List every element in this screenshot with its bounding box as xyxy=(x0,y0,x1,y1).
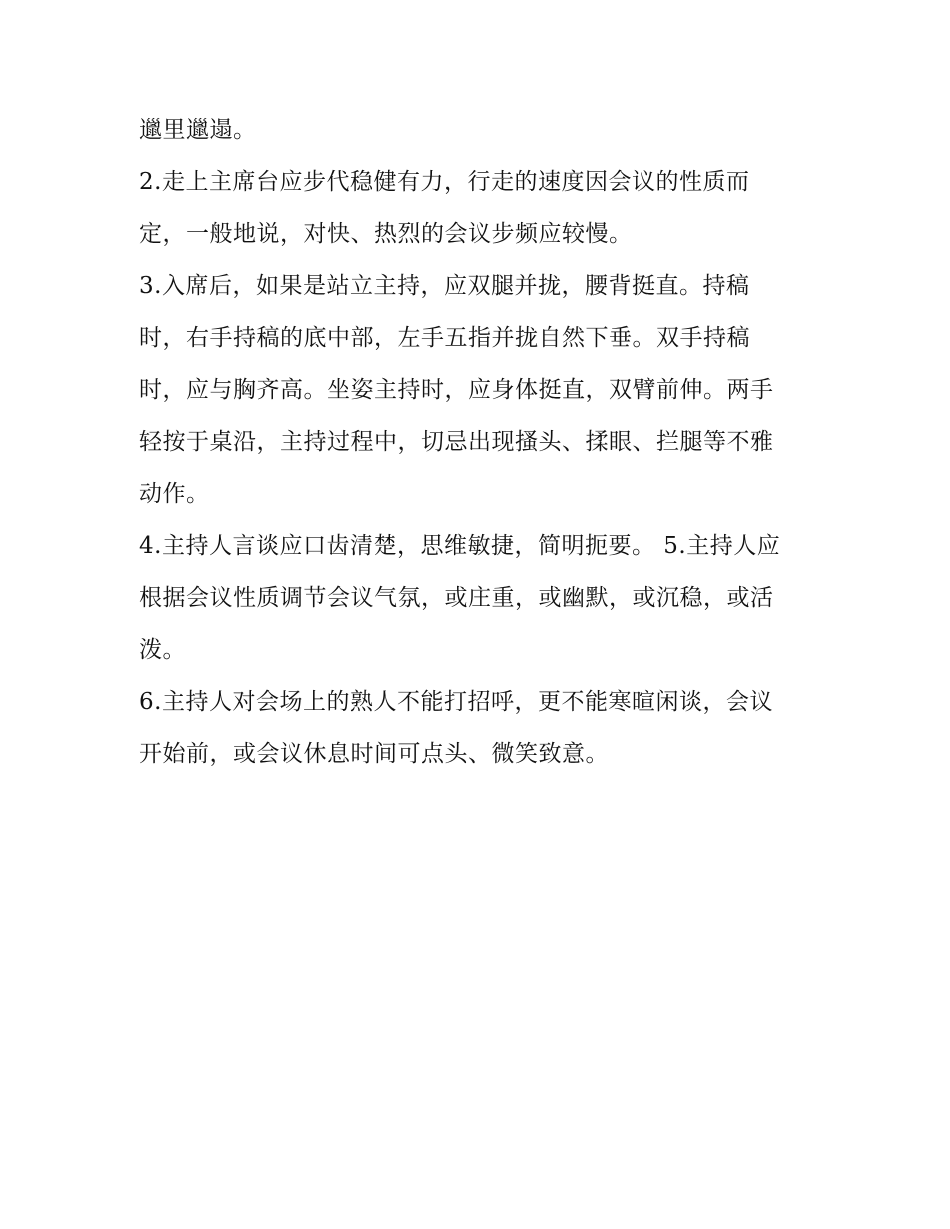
text-line-12: 6.主持人对会场上的熟人不能打招呼，更不能寒暄闲谈，会议 xyxy=(139,689,773,715)
text-line-3: 定，一般地说，对快、热烈的会议步频应较慢。 xyxy=(139,221,633,247)
text-line-1: 邋里邋遢。 xyxy=(139,117,257,143)
text-line-11: 泼。 xyxy=(139,637,186,663)
text-line-2: 2.走上主席台应步代稳健有力，行走的速度因会议的性质而 xyxy=(139,169,750,195)
document-body xyxy=(139,104,819,780)
text-line-13: 开始前，或会议休息时间可点头、微笑致意。 xyxy=(139,741,609,767)
text-line-5: 时，右手持稿的底中部，左手五指并拢自然下垂。双手持稿 xyxy=(139,325,750,351)
text-line-7: 轻按于桌沿，主持过程中，切忌出现搔头、揉眼、拦腿等不雅 xyxy=(139,429,774,455)
text-line-10: 根据会议性质调节会议气氛，或庄重，或幽默，或沉稳，或活 xyxy=(139,585,774,611)
text-line-6: 时，应与胸齐高。坐姿主持时，应身体挺直，双臂前伸。两手 xyxy=(139,377,774,403)
text-line-4: 3.入席后，如果是站立主持，应双腿并拢，腰背挺直。持稿 xyxy=(139,273,750,299)
text-line-9: 4.主持人言谈应口齿清楚，思维敏捷，简明扼要。 5.主持人应 xyxy=(139,533,781,559)
text-line-8: 动作。 xyxy=(139,481,210,507)
